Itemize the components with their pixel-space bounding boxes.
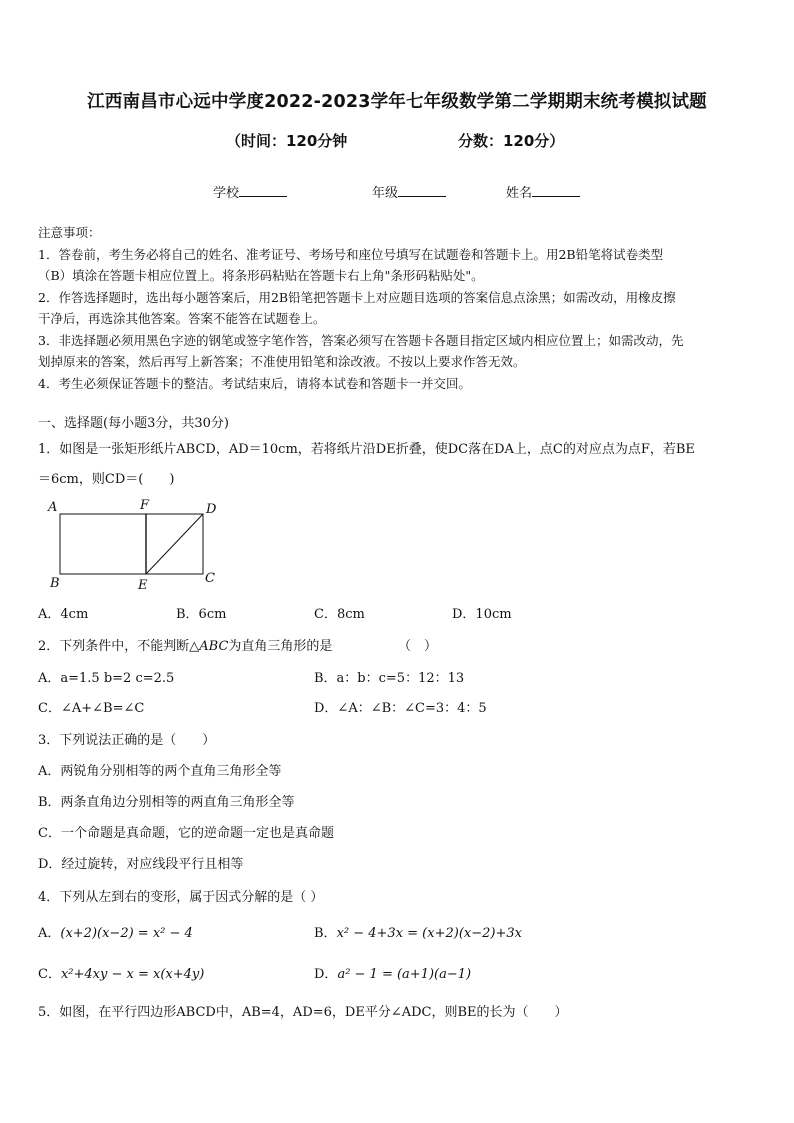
q3-option-a[interactable]: A．两锐角分别相等的两个直角三角形全等 [38, 764, 282, 779]
grade-label: 年级 [372, 186, 399, 201]
q4-option-d-expr: a² − 1 = (a+1)(a−1) [337, 967, 472, 982]
q1-option-c[interactable]: C．8cm [314, 607, 365, 622]
q3-option-d[interactable]: D．经过旋转，对应线段平行且相等 [38, 857, 244, 872]
notes-line: 3．非选择题必须用黑色字迹的钢笔或签字笔作答，答案必须写在答题卡各题目指定区域内相应位置上；如需改动，先 [38, 332, 684, 348]
q2-triangle: △ABC [189, 639, 229, 654]
q1-option-b[interactable]: B．6cm [176, 607, 227, 622]
notes-line: 划掉原来的答案，然后再写上新答案；不准使用铅笔和涂改液。不按以上要求作答无效。 [38, 354, 526, 369]
grade-field[interactable] [372, 182, 446, 201]
label-c: C [205, 571, 215, 586]
q4-option-d-label: D． [314, 967, 338, 982]
q4-option-a[interactable] [38, 922, 193, 941]
name-blank[interactable] [532, 184, 580, 197]
q1-stem-line1: 1．如图是一张矩形纸片ABCD，AD＝10cm，若将纸片沿DE折叠，使DC落在DA上，点C的对应点为点F，若BE [38, 442, 695, 457]
q2-paren: （ ） [398, 639, 438, 654]
notes-heading: 注意事项： [38, 225, 101, 240]
notes-line: （B）填涂在答题卡相应位置上。将条形码粘贴在答题卡右上角"条形码粘贴处"。 [38, 268, 484, 283]
page-title: 江西南昌市心远中学度2022-2023学年七年级数学第二学期期末统考模拟试题 [87, 92, 707, 112]
q3-option-c[interactable]: C．一个命题是真命题，它的逆命题一定也是真命题 [38, 826, 334, 841]
q1-option-d[interactable]: D．10cm [452, 607, 512, 622]
exam-score: 分数：120分） [458, 132, 565, 150]
label-b: B [50, 576, 60, 591]
q1-figure [40, 496, 230, 592]
fold-line-de [146, 514, 203, 574]
label-a: A [48, 500, 58, 515]
q3-option-b[interactable]: B．两条直角边分别相等的两直角三角形全等 [38, 795, 295, 810]
q4-option-d[interactable] [314, 963, 471, 982]
q2-stem-text-2: 为直角三角形的是 [228, 639, 333, 654]
q4-option-b-label: B． [314, 926, 337, 941]
grade-blank[interactable] [398, 184, 446, 197]
notes-line: 2．作答选择题时，选出每小题答案后，用2B铅笔把答题卡上对应题目选项的答案信息点涂黑；如需改动，用橡皮擦 [38, 289, 676, 305]
notes-line: 干净后，再选涂其他答案。答案不能答在试题卷上。 [38, 311, 326, 326]
q2-stem [38, 635, 332, 654]
label-e: E [138, 578, 148, 592]
school-label: 学校 [213, 186, 240, 201]
q2-option-d[interactable]: D．∠A：∠B：∠C=3：4：5 [314, 701, 487, 716]
name-label: 姓名 [506, 186, 533, 201]
q4-option-a-expr: (x+2)(x−2) = x² − 4 [60, 926, 193, 941]
notes-line: 1．答卷前，考生务必将自己的姓名、准考证号、考场号和座位号填写在试题卷和答题卡上。用2B铅笔将试卷类型 [38, 246, 664, 262]
notes-block [38, 222, 763, 394]
school-blank[interactable] [239, 184, 287, 197]
rectangle-abef [60, 514, 203, 574]
q4-option-b-expr: x² − 4+3x = (x+2)(x−2)+3x [336, 926, 522, 941]
notes-line: 4．考生必须保证答题卡的整洁。考试结束后，请将本试卷和答题卡一并交回。 [38, 375, 471, 391]
q4-option-c[interactable] [38, 963, 204, 982]
name-field[interactable] [506, 182, 580, 201]
q1-stem-line2: ＝6cm，则CD＝( ) [38, 472, 175, 487]
q1-option-a[interactable]: A．4cm [38, 607, 89, 622]
q2-stem-text: 2．下列条件中，不能判断 [38, 639, 190, 654]
q2-option-a[interactable]: A．a=1.5 b=2 c=2.5 [38, 671, 175, 686]
label-d: D [206, 502, 217, 517]
q5-stem: 5．如图，在平行四边形ABCD中，AB=4，AD=6，DE平分∠ADC，则BE的长为（ ） [38, 1005, 568, 1020]
q4-option-b[interactable] [314, 922, 522, 941]
exam-time: （时间：120分钟 [226, 132, 348, 150]
q2-option-c[interactable]: C．∠A+∠B=∠C [38, 701, 145, 716]
q3-stem: 3．下列说法正确的是（ ） [38, 733, 216, 748]
q4-option-c-expr: x²+4xy − x = x(x+4y) [60, 967, 205, 982]
q4-option-a-label: A． [38, 926, 61, 941]
section-heading: 一、选择题(每小题3分，共30分) [38, 416, 229, 431]
q4-option-c-label: C． [38, 967, 61, 982]
label-f: F [140, 498, 150, 513]
q4-stem: 4．下列从左到右的变形，属于因式分解的是（ ） [38, 890, 324, 905]
school-field[interactable] [213, 182, 287, 201]
q2-option-b[interactable]: B．a：b：c=5：12：13 [314, 671, 465, 686]
